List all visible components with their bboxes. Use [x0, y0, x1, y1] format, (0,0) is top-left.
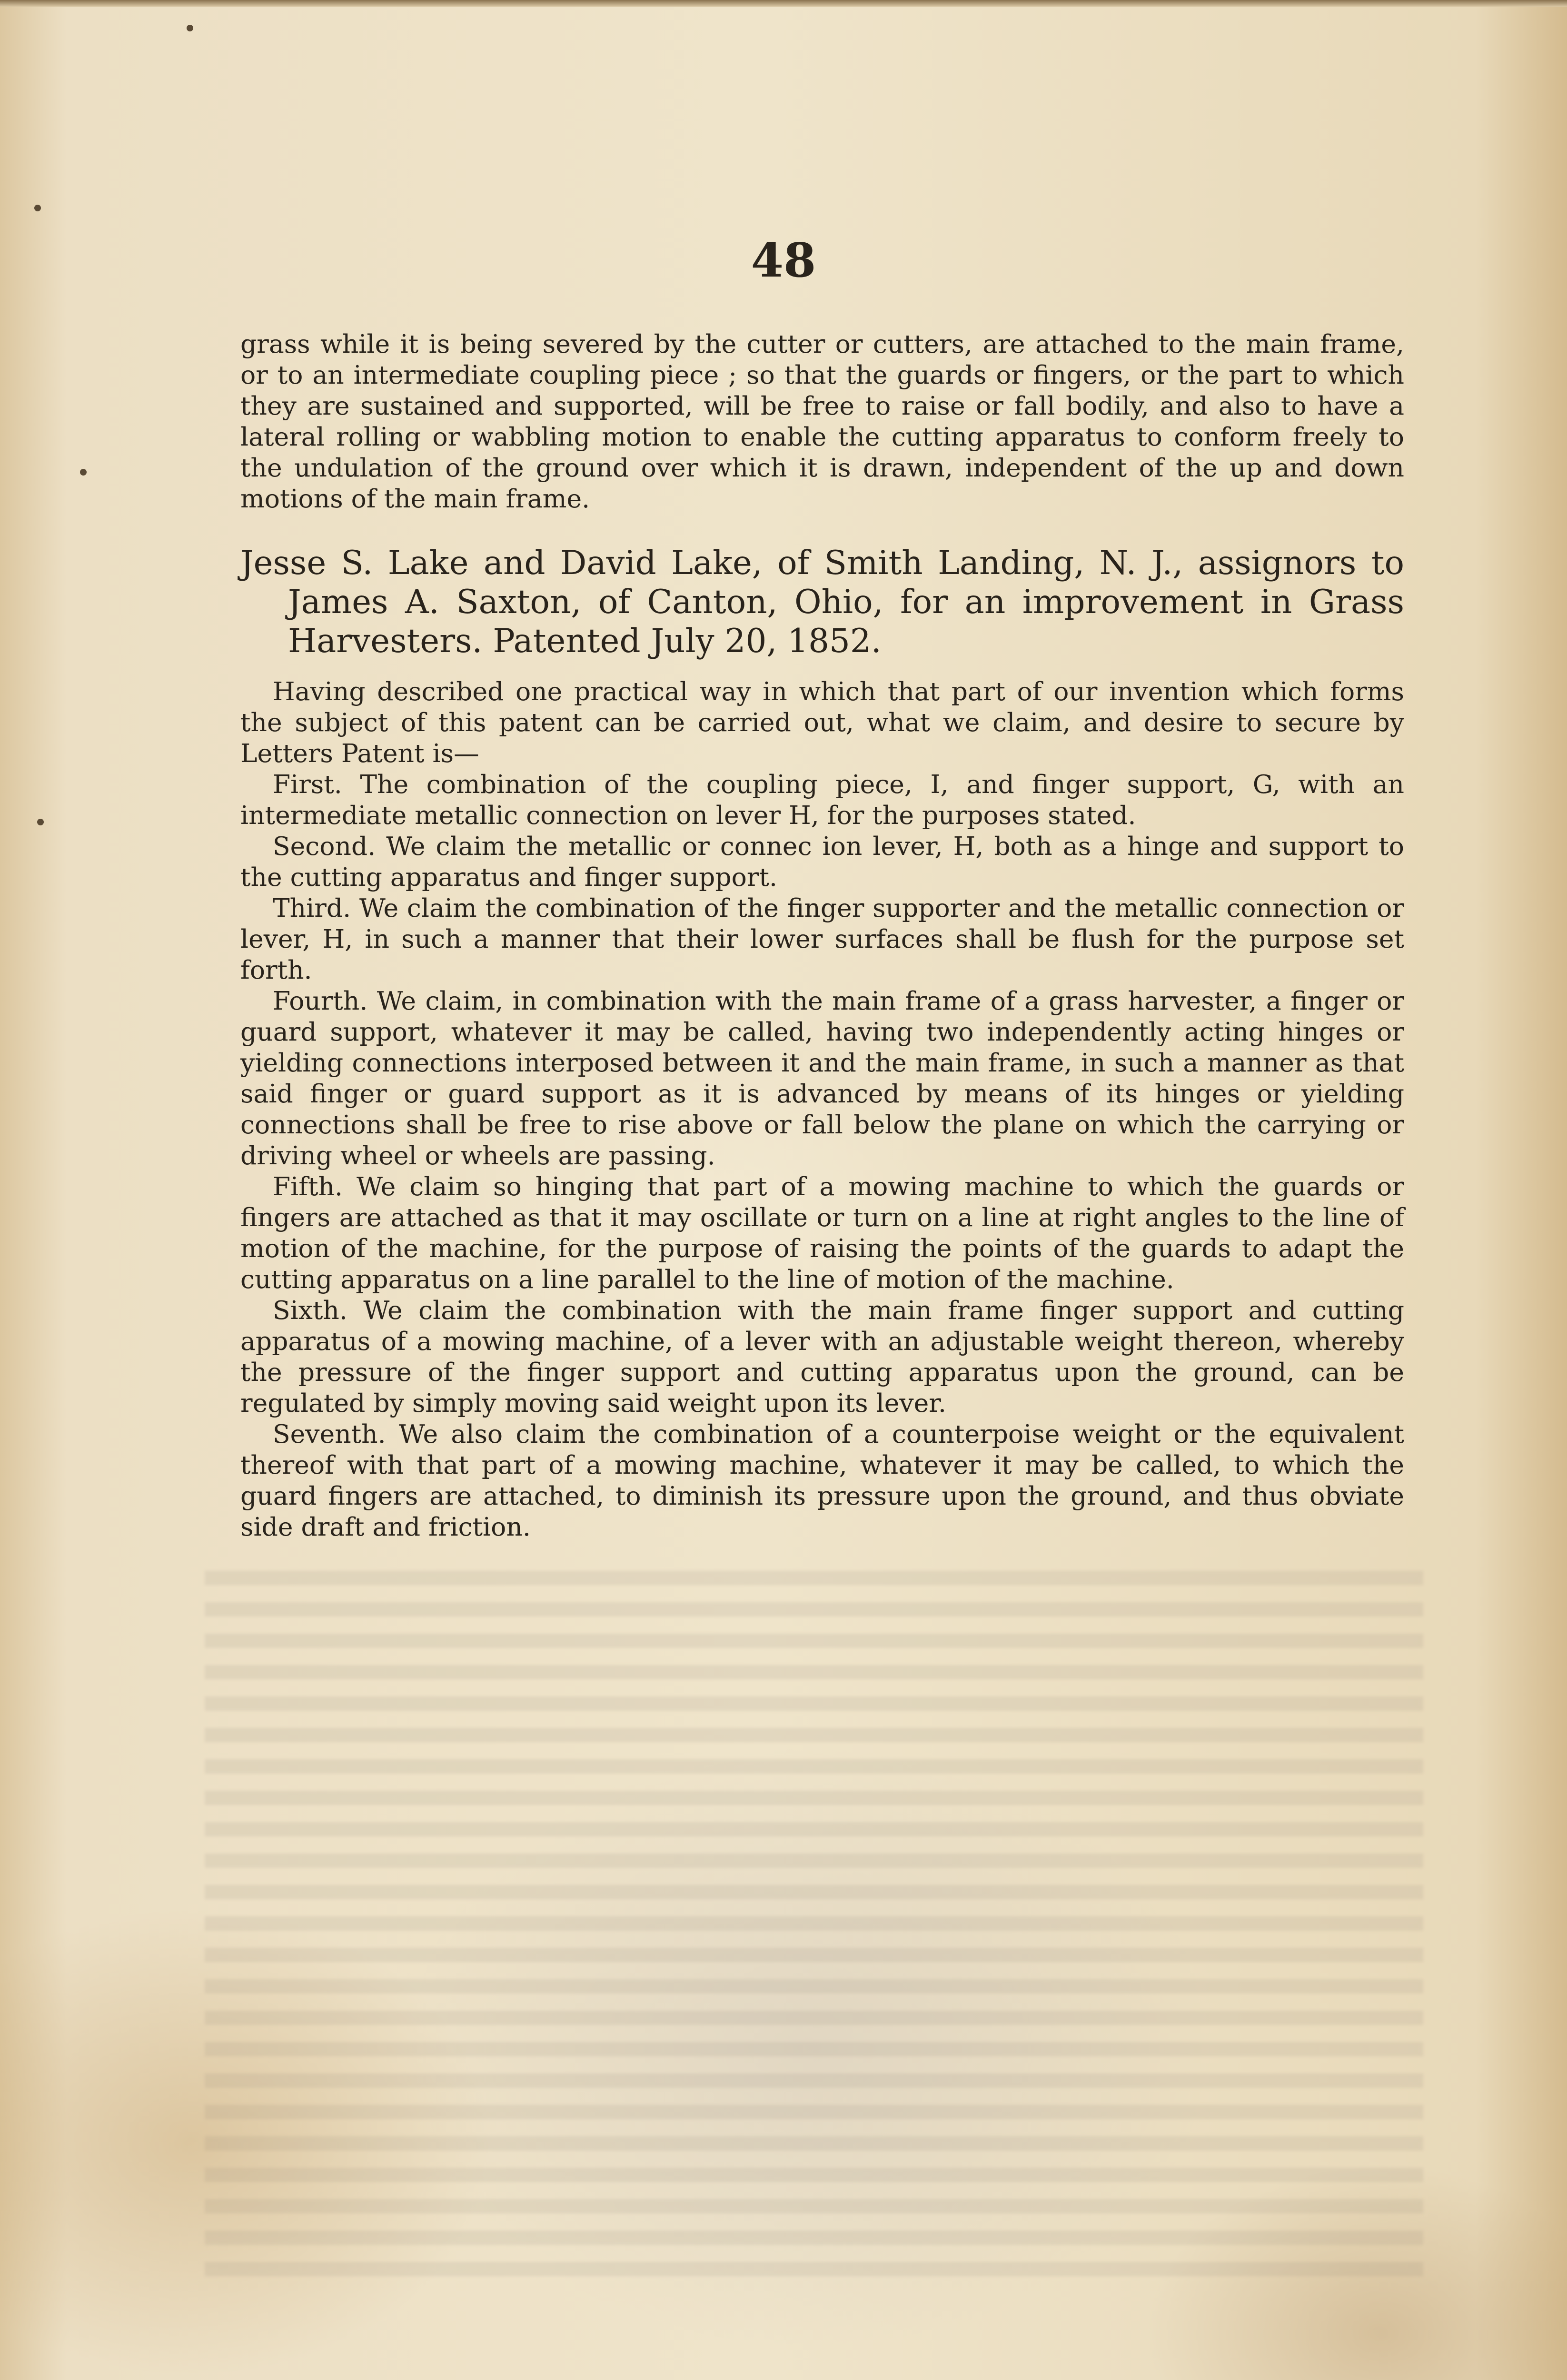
claim-second: Second. We claim the metallic or connec ion lever, H, both as a hinge and support to the cutting apparatus and finger support. — [240, 831, 1404, 892]
ink-speck — [187, 25, 193, 31]
claim-seventh: Seventh. We also claim the combination of a counterpoise weight or the equivalent thereof with that part of a mowing machine, whatever it may be called, to which the guard fingers are attached, to diminish its pressure upon the ground, and thus obviate side draft and friction. — [240, 1419, 1404, 1542]
ink-speck — [34, 205, 41, 211]
ink-speck — [80, 469, 87, 476]
claim-fourth: Fourth. We claim, in combination with the main frame of a grass harvester, a finger or guard support, whatever it may be called, having two independently acting hinges or yielding connections interposed between it and the main frame, in such a manner as that said finger or guard support as it is advanced by means of its hinges or yielding connections shall be free to rise above or fall below the plane on which the carrying or driving wheel or wheels are passing. — [240, 986, 1404, 1170]
patent-heading: Jesse S. Lake and David Lake, of Smith Landing, N. J., assignors to James A. Saxton, of Canton, Ohio, for an improvement in Grass Harvesters. Patented July 20, 1852. — [240, 544, 1404, 660]
opening-paragraph: grass while it is being severed by the cutter or cutters, are attached to the main frame, or to an intermediate coupling piece ; so that the guards or fingers, or the part to which they are sustained and supported, will be free to raise or fall bodily, and also to have a lateral rolling or wabbling motion to enable the cutting apparatus to conform freely to the undulation of the ground over which it is drawn, independent of the up and down motions of the main frame. — [240, 329, 1404, 514]
claim-third: Third. We claim the combination of the finger supporter and the metallic connection or lever, H, in such a manner that their lower surfaces shall be flush for the purpose set forth. — [240, 893, 1404, 985]
claim-first: First. The combination of the coupling piece, I, and finger support, G, with an intermediate metallic connection on lever H, for the purposes stated. — [240, 769, 1404, 830]
claim-intro-paragraph: Having described one practical way in which that part of our invention which forms the subject of this patent can be carried out, what we claim, and desire to secure by Letters Patent is— — [240, 676, 1404, 768]
page-top-edge — [0, 0, 1567, 7]
claim-fifth: Fifth. We claim so hinging that part of a mowing machine to which the guards or fingers are attached as that it may oscillate or turn on a line at right angles to the line of motion of the machine, for the purpose of raising the points of the guards to adapt the cutting apparatus on a line parallel to the line of motion of the machine. — [240, 1171, 1404, 1294]
claim-sixth: Sixth. We claim the combination with the main frame finger support and cutting apparatus of a mowing machine, of a lever with an adjustable weight thereon, whereby the pressure of the finger support and cutting apparatus upon the ground, can be regulated by simply moving said weight upon its lever. — [240, 1295, 1404, 1418]
page-number: 48 — [751, 233, 816, 288]
document-body — [240, 328, 1404, 1542]
show-through-text-area — [205, 1571, 1423, 2285]
ink-speck — [37, 819, 44, 825]
